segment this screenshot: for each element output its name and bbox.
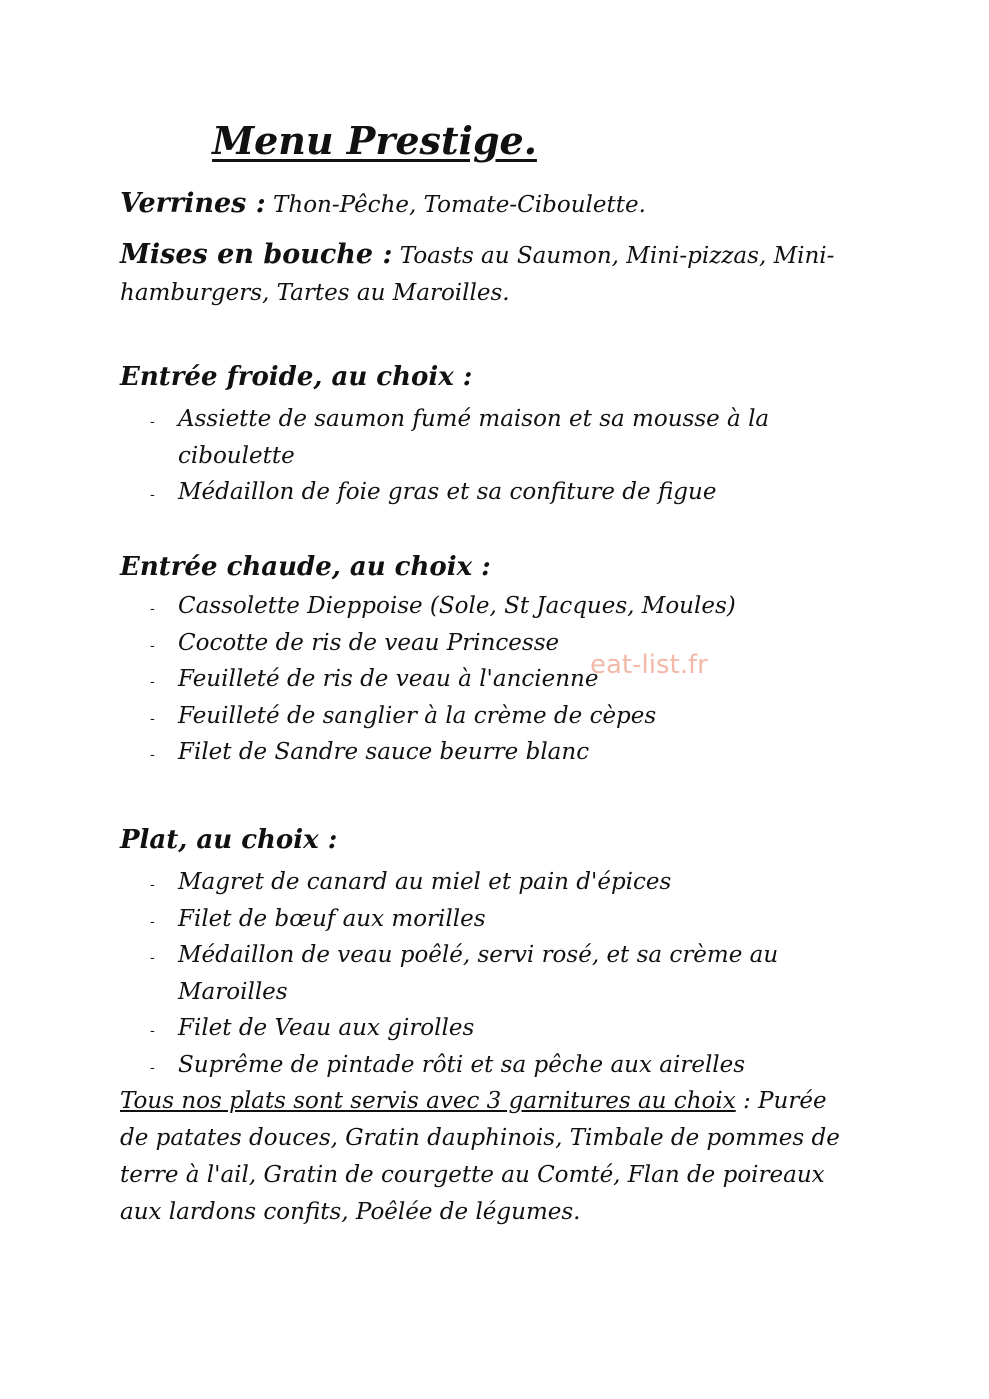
verrines-text: Thon-Pêche, Tomate-Ciboulette. (273, 192, 646, 218)
bullet-dash: - (150, 487, 155, 503)
mises-text: Toasts au Saumon, Mini-pizzas, Mini-hamburgers, Tartes au Maroilles. (120, 243, 835, 306)
mises-label: Mises en bouche : (120, 239, 393, 270)
bullet-dash: - (150, 1023, 155, 1039)
bullet-dash: - (150, 710, 155, 727)
plat-list (120, 864, 820, 1083)
bullet-dash: - (150, 747, 155, 763)
garnitures-note (120, 1083, 860, 1231)
bullet-dash: - (150, 913, 155, 930)
garnitures-text: : Purée de patates douces, Gratin dauphinois, Timbale de pommes de terre à l'ail, Gratin de courgette au Comté, Flan de poireaux aux lardons confits, Poêlée de légumes. (120, 1088, 840, 1225)
list-item: - Cassolette Dieppoise (Sole, St Jacques, Moules) (120, 588, 820, 625)
list-item: - Filet de bœuf aux morilles (120, 901, 820, 938)
verrines-line (120, 188, 646, 219)
list-item: - Assiette de saumon fumé maison et sa mousse à la ciboulette (150, 406, 770, 469)
mises-line (120, 236, 860, 312)
list-item: - Filet de Veau aux girolles (120, 1010, 820, 1047)
list-item: - Feuilleté de ris de veau à l'ancienne (120, 661, 820, 698)
page-title: Menu Prestige. (212, 118, 537, 163)
bullet-dash: - (150, 414, 155, 430)
entree-chaude-heading: Entrée chaude, au choix : (120, 552, 491, 582)
bullet-dash: - (150, 674, 155, 690)
garnitures-lead: Tous nos plats sont servis avec 3 garnitures au choix (120, 1088, 736, 1114)
list-item: - Magret de canard au miel et pain d'épices (120, 864, 820, 901)
list-item: - Cocotte de ris de veau Princesse (120, 625, 820, 662)
bullet-dash: - (150, 877, 155, 893)
entree-froide-list (120, 401, 820, 511)
list-item: - Médaillon de veau poêlé, servi rosé, et sa crème au Maroilles (150, 942, 779, 1005)
bullet-dash: - (150, 1059, 155, 1076)
list-item: - Suprême de pintade rôti et sa pêche aux airelles (120, 1047, 820, 1084)
bullet-dash: - (150, 950, 155, 966)
bullet-dash: - (150, 601, 155, 617)
bullet-dash: - (150, 637, 155, 654)
plat-heading: Plat, au choix : (120, 825, 338, 855)
watermark: eat-list.fr (590, 650, 708, 680)
list-item: - Filet de Sandre sauce beurre blanc (120, 734, 820, 771)
entree-chaude-list (120, 588, 820, 771)
list-item: - Feuilleté de sanglier à la crème de cèpes (120, 698, 820, 735)
verrines-label: Verrines : (120, 188, 266, 219)
entree-froide-heading: Entrée froide, au choix : (120, 362, 473, 392)
list-item: - Médaillon de foie gras et sa confiture de figue (120, 474, 820, 511)
